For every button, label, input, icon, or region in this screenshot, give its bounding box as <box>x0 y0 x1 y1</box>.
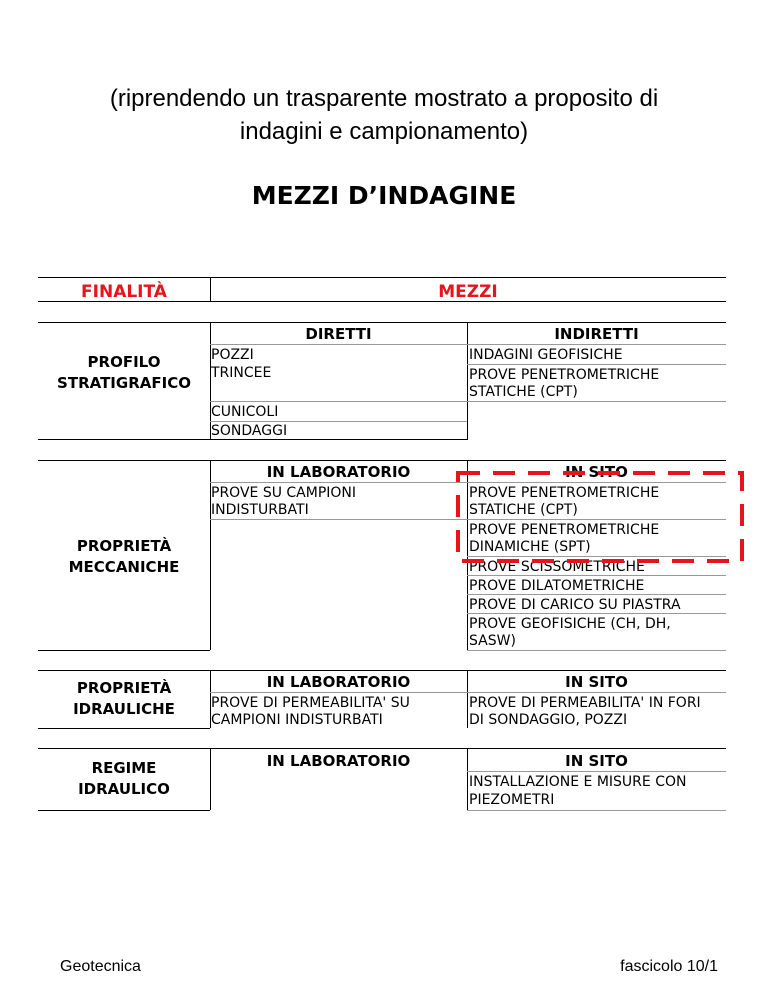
mecc-sito-item-4: DINAMICHE (SPT) <box>469 539 591 555</box>
subtitle-line-1: (riprendendo un trasparente mostrato a proposito di <box>109 85 659 112</box>
diretti-item-pozzi: POZZI <box>211 347 254 363</box>
page-title: MEZZI D’INDAGINE <box>251 181 517 210</box>
row-rule <box>210 519 467 520</box>
row-rule <box>467 364 726 365</box>
mecc-lab-item-1: PROVE SU CAMPIONI <box>211 485 357 501</box>
mecc-sito-header: IN SITO <box>565 463 628 481</box>
regime-label: REGIME IDRAULICO <box>78 759 170 798</box>
section2-bottom-rule-right <box>467 650 726 651</box>
subtitle <box>0 82 768 148</box>
indiretti-header: INDIRETTI <box>554 325 639 343</box>
indiretti-item-geofisiche: INDAGINI GEOFISICHE <box>469 347 623 363</box>
subtitle-line-2: indagini e campionamento) <box>239 118 529 145</box>
section1-bottom-rule <box>38 439 468 440</box>
idr-lab-item-2: CAMPIONI INDISTURBATI <box>211 712 383 728</box>
mecc-sito-item-6: PROVE DILATOMETRICHE <box>469 578 645 594</box>
idr-lab-header: IN LABORATORIO <box>266 673 411 691</box>
diretti-item-trincee: TRINCEE <box>211 365 272 381</box>
section4-bottom-rule-right <box>467 810 726 811</box>
row-rule <box>467 613 726 614</box>
mecc-lab-header: IN LABORATORIO <box>266 463 411 481</box>
idr-sito-header: IN SITO <box>565 673 628 691</box>
mecc-sito-item-3: PROVE PENETROMETRICHE <box>469 522 660 538</box>
section4-top-rule <box>38 748 726 749</box>
indiretti-item-cpt-2: STATICHE (CPT) <box>469 384 578 400</box>
idrauliche-label: PROPRIETÀ IDRAULICHE <box>73 679 175 718</box>
row-rule <box>467 575 726 576</box>
row-rule <box>467 771 726 772</box>
footer-right: fascicolo 10/1 <box>620 958 718 975</box>
mecc-lab-item-2: INDISTURBATI <box>211 502 309 518</box>
section3-top-rule <box>38 670 726 671</box>
diretti-item-cunicoli: CUNICOLI <box>211 404 279 420</box>
row-rule <box>210 344 726 345</box>
section4-bottom-rule <box>38 810 210 811</box>
header-top-rule <box>38 277 726 278</box>
indiretti-item-cpt-1: PROVE PENETROMETRICHE <box>469 367 660 383</box>
reg-sito-item-1: INSTALLAZIONE E MISURE CON <box>469 774 687 790</box>
row-rule <box>467 401 726 402</box>
header-finalita: FINALITÀ <box>81 282 167 302</box>
mecc-sito-item-2: STATICHE (CPT) <box>469 502 578 518</box>
row-rule <box>210 692 726 693</box>
row-rule <box>210 401 467 402</box>
reg-sito-item-2: PIEZOMETRI <box>469 792 555 808</box>
mecc-sito-item-1: PROVE PENETROMETRICHE <box>469 485 660 501</box>
reg-lab-header: IN LABORATORIO <box>266 752 411 770</box>
meccaniche-label: PROPRIETÀ MECCANICHE <box>68 537 180 576</box>
reg-sito-header: IN SITO <box>565 752 628 770</box>
header-divider <box>210 277 211 301</box>
section3-bottom-rule <box>38 728 210 729</box>
highlight-box <box>450 466 750 568</box>
diretti-header: DIRETTI <box>305 325 372 343</box>
footer-left: Geotecnica <box>60 958 141 975</box>
idr-lab-item-1: PROVE DI PERMEABILITA' SU <box>211 695 410 711</box>
profilo-label: PROFILO STRATIGRAFICO <box>57 353 191 392</box>
mecc-sito-item-7: PROVE DI CARICO SU PIASTRA <box>469 597 681 613</box>
mecc-sito-item-9: SASW) <box>469 633 516 649</box>
diretti-item-sondaggi: SONDAGGI <box>211 423 288 439</box>
idr-sito-item-1: PROVE DI PERMEABILITA' IN FORI <box>469 695 701 711</box>
header-mezzi: MEZZI <box>438 282 498 302</box>
section2-top-rule <box>38 460 726 461</box>
idr-sito-item-2: DI SONDAGGIO, POZZI <box>469 712 628 728</box>
section1-top-rule <box>38 322 726 323</box>
row-rule <box>467 594 726 595</box>
mecc-sito-item-8: PROVE GEOFISICHE (CH, DH, <box>469 616 671 632</box>
header-bottom-rule <box>38 301 726 302</box>
mecc-sito-item-5: PROVE SCISSOMETRICHE <box>469 559 645 575</box>
section2-bottom-rule-left <box>38 650 210 651</box>
